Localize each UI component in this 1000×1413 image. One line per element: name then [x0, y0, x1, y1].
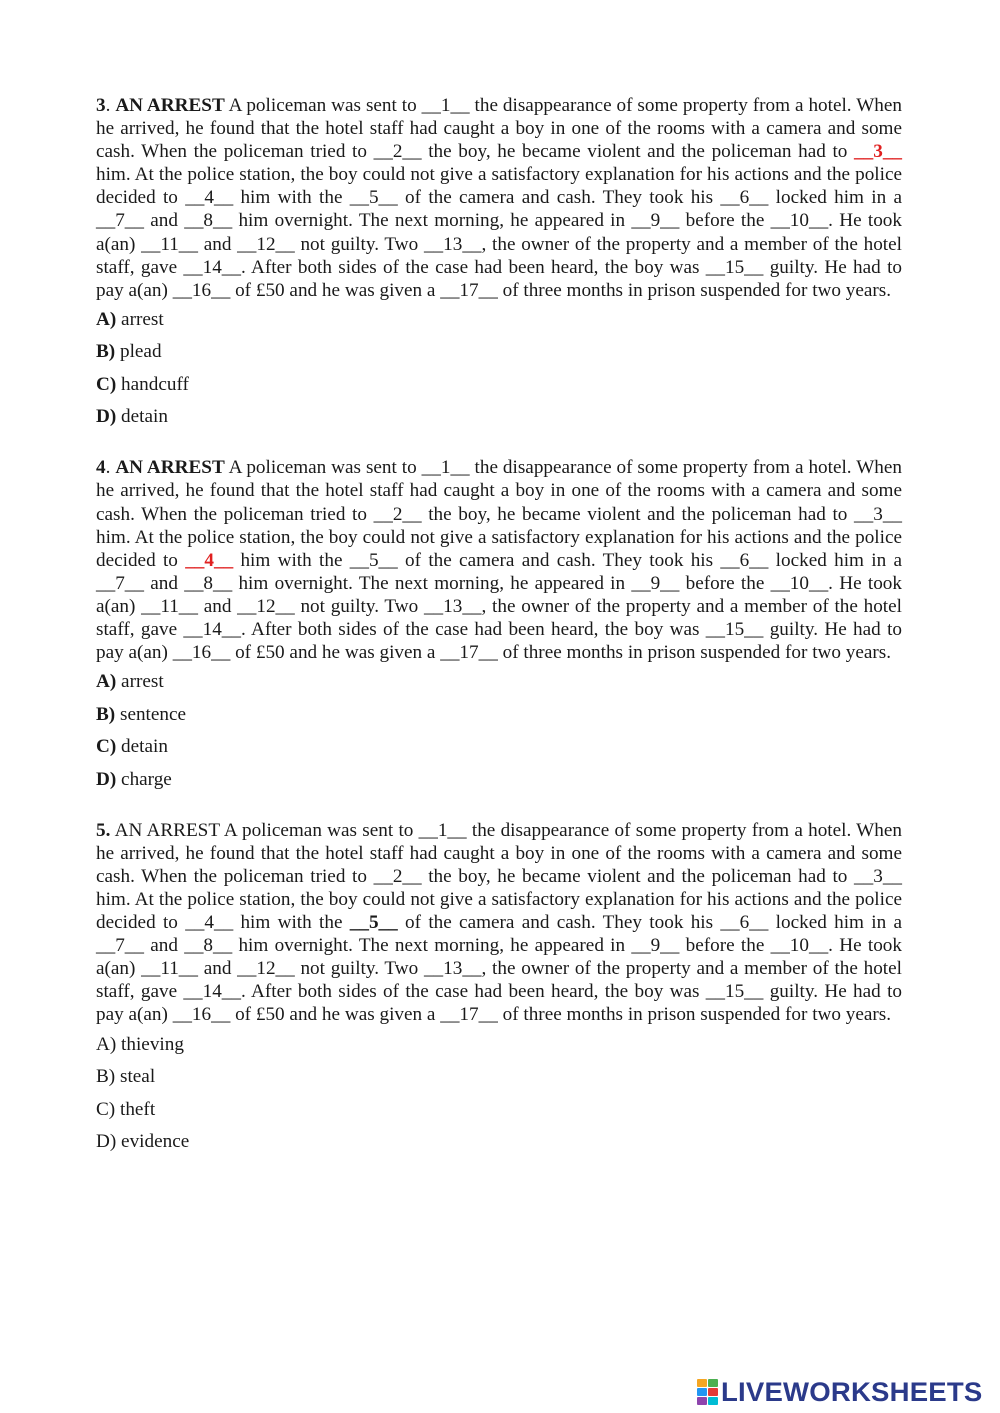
answer-option-d[interactable] [96, 1130, 902, 1153]
question-number: 4 [96, 457, 106, 479]
blank-11: __11__ [141, 233, 198, 255]
option-letter: C) [96, 736, 117, 758]
passage-text: the boy, he became violent and the policeman had to [421, 865, 855, 887]
passage-text: , the owner of the property and a member of the hotel staff, gave [96, 595, 902, 640]
passage-text: him overnight. The next morning, he appeared in [232, 935, 632, 957]
option-letter: D) [96, 1131, 117, 1153]
passage-text: of three months in prison suspended for two years. [497, 1004, 892, 1026]
blank-4: __4__ [185, 187, 234, 209]
passage-text: of the camera and cash. They took his [397, 912, 721, 934]
blank-15: __15__ [705, 256, 764, 278]
passage-text: him. At the police station, the boy could not give a satisfactory explanation for his actions and the police decided to [96, 526, 902, 571]
passage-text: him with the [233, 549, 350, 571]
answer-options [96, 670, 902, 791]
blank-17: __17__ [440, 1004, 498, 1026]
passage-text: before the [679, 935, 771, 957]
passage-text: guilty. He had to pay a(an) [96, 619, 902, 664]
question-number-suffix: . [105, 95, 111, 116]
blank-16: __16__ [172, 1004, 231, 1026]
blank-15: __15__ [705, 981, 764, 1003]
passage-text: A policeman was sent to [224, 95, 422, 116]
answer-option-c[interactable] [96, 1098, 902, 1121]
option-letter: C) [96, 1098, 116, 1120]
passage-text: the disappearance of some property from a hotel. When he arrived, he found that the hotel staff had caught a boy in one of the rooms with a camera and some cash. When the policeman tried to [96, 457, 903, 525]
logo-tile [708, 1379, 718, 1387]
worksheet-page [96, 94, 902, 1153]
blank-17: __17__ [440, 279, 498, 301]
answer-option-a[interactable] [96, 670, 902, 693]
blank-7: __7__ [96, 572, 144, 594]
passage-text: , the owner of the property and a member of the hotel staff, gave [96, 233, 902, 278]
answer-option-b[interactable] [96, 1065, 902, 1088]
passage-text: . He took a(an) [96, 935, 902, 980]
passage-text: . After both sides of the case had been heard, the boy was [240, 619, 706, 640]
option-text: steal [115, 1066, 156, 1088]
option-text: thieving [116, 1033, 184, 1055]
passage-text: . After both sides of the case had been heard, the boy was [240, 256, 706, 278]
option-text: detain [116, 736, 168, 758]
logo-tile [708, 1397, 718, 1405]
question-passage [96, 94, 902, 302]
passage-text: A policeman was sent to [224, 457, 422, 479]
question-3 [96, 94, 902, 428]
logo-tile [697, 1397, 707, 1405]
passage-text: A policeman was sent to [219, 819, 419, 841]
logo-tile [697, 1379, 707, 1387]
blank-12: __12__ [237, 958, 295, 980]
passage-text: him with the [233, 912, 350, 934]
passage-text: him. At the police station, the boy could not give a satisfactory explanation for his actions and the police decided to [96, 888, 902, 934]
answer-option-c[interactable] [96, 735, 902, 758]
passage-text: the boy, he became violent and the policeman had to [421, 503, 855, 525]
blank-13: __13__ [423, 595, 482, 617]
question-number-suffix: . [105, 819, 111, 841]
blank-12: __12__ [237, 595, 295, 617]
passage-text: . He took a(an) [96, 210, 902, 255]
answer-option-d[interactable] [96, 405, 902, 428]
option-text: arrest [116, 671, 164, 693]
blank-6: __6__ [720, 187, 769, 209]
logo-tile [697, 1388, 707, 1396]
option-letter: C) [96, 373, 117, 395]
option-text: charge [116, 768, 172, 790]
blank-11: __11__ [141, 595, 198, 617]
blank-4: __4__ [185, 912, 234, 934]
passage-text: him with the [233, 187, 350, 209]
option-letter: A) [96, 671, 117, 693]
passage-text: locked him in a [768, 187, 903, 209]
option-letter: B) [96, 703, 116, 725]
blank-14: __14__ [183, 619, 241, 640]
blank-14: __14__ [183, 256, 241, 278]
passage-text: before the [679, 210, 771, 232]
blank-13: __13__ [423, 233, 482, 255]
option-text: arrest [116, 308, 164, 330]
liveworksheets-brand[interactable] [697, 1374, 983, 1410]
blank-17: __17__ [440, 642, 498, 664]
answer-option-a[interactable] [96, 1033, 902, 1056]
blank-9: __9__ [631, 572, 680, 594]
passage-text: of the camera and cash. They took his [397, 187, 721, 209]
passage-text: . After both sides of the case had been heard, the boy was [240, 981, 706, 1003]
passage-text: and [198, 958, 238, 980]
blank-1: __1__ [421, 95, 470, 116]
blank-2: __2__ [373, 141, 422, 163]
option-text: evidence [116, 1131, 190, 1153]
passage-text: . He took a(an) [96, 572, 902, 617]
blank-10: __10__ [770, 210, 829, 232]
blank-5: __5__ [349, 187, 398, 209]
passage-text: guilty. He had to pay a(an) [96, 256, 902, 301]
passage-text: of £50 and he was given a [230, 642, 441, 664]
answer-option-d[interactable] [96, 768, 902, 791]
passage-text: and [198, 595, 238, 617]
blank-15: __15__ [705, 619, 764, 640]
blank-2: __2__ [373, 865, 422, 887]
passage-text: not guilty. Two [294, 595, 424, 617]
blank-13: __13__ [423, 958, 482, 980]
option-letter: B) [96, 1066, 116, 1088]
option-letter: D) [96, 768, 117, 790]
question-number-suffix: . [105, 457, 111, 479]
question-passage [96, 456, 902, 664]
passage-text: and [198, 233, 238, 255]
option-letter: A) [96, 308, 117, 330]
blank-3: __3__ [854, 865, 902, 887]
blank-11: __11__ [141, 958, 198, 980]
logo-tile [708, 1388, 718, 1396]
liveworksheets-logo-icon [697, 1379, 719, 1405]
option-text: detain [116, 406, 168, 428]
blank-7: __7__ [96, 935, 144, 957]
question-4 [96, 456, 902, 790]
passage-text: , the owner of the property and a member of the hotel staff, gave [96, 958, 902, 1003]
blank-7: __7__ [96, 210, 144, 232]
option-text: handcuff [116, 373, 189, 395]
passage-text: and [143, 572, 185, 594]
passage-text: him overnight. The next morning, he appeared in [232, 210, 632, 232]
passage-text: locked him in a [768, 549, 903, 571]
answer-options [96, 1033, 902, 1154]
passage-text: of the camera and cash. They took his [397, 549, 721, 571]
blank-2: __2__ [373, 503, 422, 525]
passage-text: and [143, 935, 185, 957]
blank-14: __14__ [183, 981, 241, 1003]
active-blank-5: __5__ [349, 912, 398, 934]
answer-options [96, 308, 902, 429]
question-passage [96, 819, 902, 1027]
passage-text: the disappearance of some property from a hotel. When he arrived, he found that the hotel staff had caught a boy in one of the rooms with a camera and some cash. When the policeman tried to [96, 95, 903, 163]
passage-text: of three months in prison suspended for two years. [497, 279, 892, 301]
blank-10: __10__ [770, 572, 829, 594]
brand-name: LIVEWORKSHEETS [721, 1377, 983, 1407]
answer-option-b[interactable] [96, 340, 902, 363]
active-blank-3: __3__ [854, 141, 902, 163]
passage-text: him overnight. The next morning, he appeared in [232, 572, 632, 594]
passage-text: and [143, 210, 185, 232]
question-title: AN ARREST [115, 95, 225, 116]
blank-1: __1__ [421, 457, 470, 479]
passage-text: of three months in prison suspended for two years. [497, 642, 892, 664]
passage-text: the boy, he became violent and the policeman had to [421, 141, 855, 163]
blank-8: __8__ [184, 935, 233, 957]
blank-12: __12__ [237, 233, 295, 255]
question-spacer [96, 428, 902, 456]
option-text: theft [115, 1098, 156, 1120]
question-spacer [96, 791, 902, 819]
blank-8: __8__ [184, 572, 233, 594]
passage-text: before the [679, 572, 771, 594]
question-title: AN ARREST [115, 457, 225, 479]
option-letter: A) [96, 1033, 117, 1055]
option-letter: B) [96, 341, 116, 363]
active-blank-4: __4__ [185, 549, 234, 571]
question-number: 5 [96, 819, 106, 841]
blank-6: __6__ [720, 912, 769, 934]
passage-text: of £50 and he was given a [230, 1004, 441, 1026]
passage-text: not guilty. Two [294, 233, 424, 255]
blank-5: __5__ [349, 549, 398, 571]
blank-16: __16__ [172, 279, 231, 301]
answer-option-a[interactable] [96, 308, 902, 331]
passage-text: of £50 and he was given a [230, 279, 441, 301]
blank-9: __9__ [631, 935, 680, 957]
option-letter: D) [96, 406, 117, 428]
question-title: AN ARREST [114, 819, 220, 841]
question-5 [96, 819, 902, 1153]
passage-text: guilty. He had to pay a(an) [96, 981, 902, 1026]
option-text: plead [115, 341, 162, 363]
blank-9: __9__ [631, 210, 680, 232]
option-text: sentence [115, 703, 187, 725]
passage-text: him. At the police station, the boy could not give a satisfactory explanation for his actions and the police decided to [96, 164, 902, 209]
passage-text: not guilty. Two [294, 958, 424, 980]
passage-text: the disappearance of some property from a hotel. When he arrived, he found that the hotel staff had caught a boy in one of the rooms with a camera and some cash. When the policeman tried to [96, 819, 902, 887]
blank-6: __6__ [720, 549, 769, 571]
blank-10: __10__ [770, 935, 829, 957]
answer-option-c[interactable] [96, 373, 902, 396]
passage-text: locked him in a [768, 912, 903, 934]
blank-1: __1__ [418, 819, 467, 841]
blank-3: __3__ [854, 503, 902, 525]
blank-16: __16__ [172, 642, 231, 664]
question-number: 3 [96, 95, 106, 116]
answer-option-b[interactable] [96, 703, 902, 726]
blank-8: __8__ [184, 210, 233, 232]
